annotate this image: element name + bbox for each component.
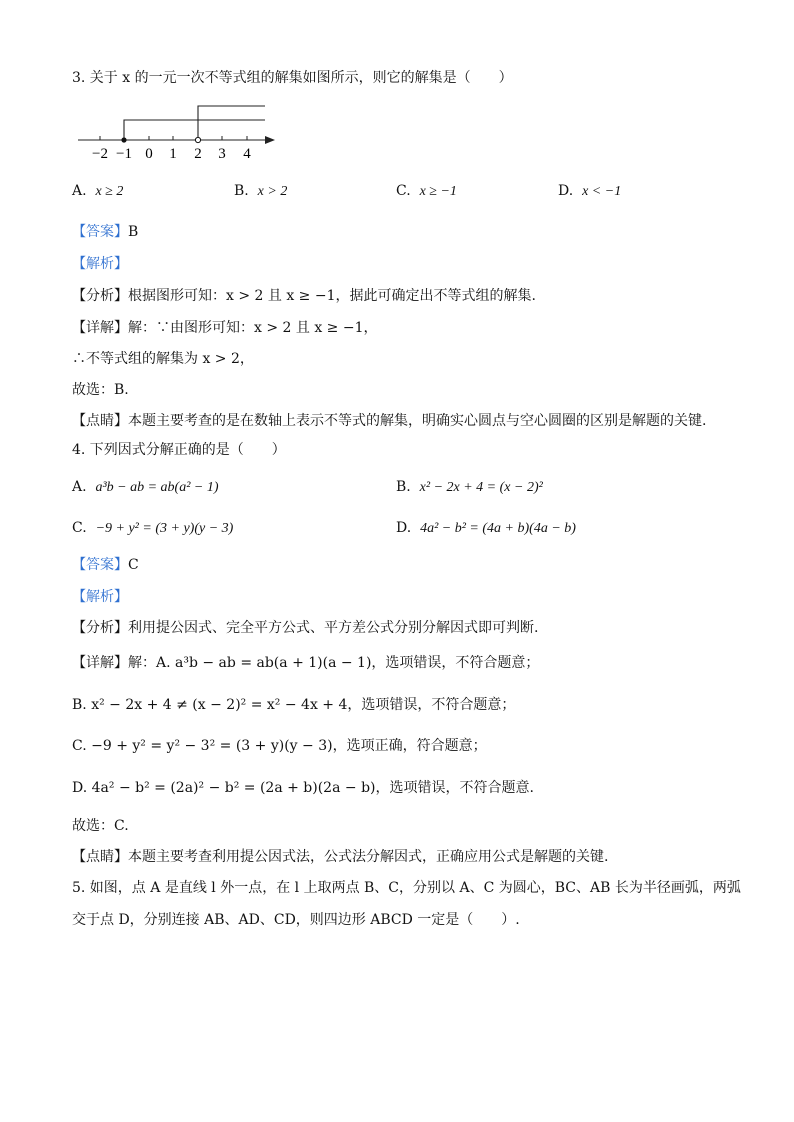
hollow-dot [195, 137, 200, 142]
tick-label: 1 [169, 146, 177, 162]
dianjing-text: 本题主要考查的是在数轴上表示不等式的解集，明确实心圆点与空心圆圈的区别是解题的关键. [128, 413, 707, 429]
option-expr: x ≥ 2 [95, 184, 124, 199]
option-label: C. [396, 183, 411, 199]
q4-fenxi [72, 618, 538, 638]
solid-dot [121, 137, 126, 142]
q4-answer [72, 555, 139, 575]
q4-analysis-tag: 【解析】 [72, 589, 128, 605]
number-line-figure [72, 96, 282, 166]
q3-therefore: ∴不等式组的解集为 x > 2， [72, 351, 254, 367]
fenxi-text: 利用提公因式、完全平方公式、平方差公式分别分解因式即可判断. [128, 620, 539, 636]
option-label: A. [72, 183, 87, 199]
q4-option-a [72, 477, 219, 498]
q4-choose: 故选：C. [72, 818, 129, 834]
answer-tag: 【答案】 [72, 557, 128, 573]
q4-option-d [396, 518, 576, 539]
answer-value: C [128, 557, 139, 573]
option-label: B. [396, 479, 411, 495]
q4-option-b [396, 477, 543, 498]
option-expr: −9 + y² = (3 + y)(y − 3) [95, 521, 234, 536]
dianjing-tag: 【点睛】 [72, 413, 128, 429]
q5-stem-line1: 5. 如图，点 A 是直线 l 外一点，在 l 上取两点 B、C，分别以 A、C 为圆心，BC、AB 长为半径画弧，两弧 [72, 880, 741, 896]
option-label: D. [396, 520, 412, 536]
option-expr: 4a² − b² = (4a + b)(4a − b) [420, 521, 576, 536]
q3-option-a [72, 181, 123, 202]
q5-stem-line2: 交于点 D，分别连接 AB、AD、CD，则四边形 ABCD 一定是（ ）. [72, 912, 520, 928]
fenxi-tag: 【分析】 [72, 288, 128, 304]
tick-label: 0 [145, 146, 153, 162]
option-expr: a³b − ab = ab(a² − 1) [95, 480, 219, 495]
dianjing-text: 本题主要考查利用提公因式法，公式法分解因式，正确应用公式是解题的关键. [128, 849, 609, 865]
q3-option-d [558, 181, 621, 202]
q3-stem: 3. 关于 x 的一元一次不等式组的解集如图所示，则它的解集是（ ） [72, 70, 513, 86]
option-expr: x² − 2x + 4 = (x − 2)² [419, 480, 543, 495]
q3-xiangjie [72, 318, 378, 338]
q3-choose: 故选：B. [72, 382, 129, 398]
option-label: B. [234, 183, 249, 199]
fenxi-text: 根据图形可知：x > 2 且 x ≥ −1，据此可确定出不等式组的解集. [128, 288, 536, 304]
q3-option-c [396, 181, 457, 202]
q3-analysis-tag: 【解析】 [72, 256, 128, 272]
xiangjie-text: 解：∵由图形可知：x > 2 且 x ≥ −1， [128, 320, 378, 336]
xiangjie-tag: 【详解】 [72, 655, 128, 671]
q4-detail-a [72, 653, 539, 673]
option-label: C. [72, 520, 87, 536]
tick-label: 4 [243, 146, 251, 162]
q3-answer [72, 222, 138, 242]
q4-detail-d: D. 4a² − b² = (2a)² − b² = (2a + b)(2a − b)，选项错误，不符合题意. [72, 780, 534, 796]
dianjing-tag: 【点睛】 [72, 849, 128, 865]
tick-label: −2 [92, 146, 108, 162]
answer-tag: 【答案】 [72, 224, 128, 240]
tick-label: 2 [194, 146, 202, 162]
option-label: A. [72, 479, 87, 495]
axis-arrow [265, 136, 275, 144]
q4-detail-c: C. −9 + y² = y² − 3² = (3 + y)(y − 3)，选项正确，符合题意； [72, 738, 487, 754]
q3-fenxi [72, 286, 536, 306]
q4-dianjing [72, 847, 608, 867]
bracket-x-ge-neg1 [124, 120, 265, 140]
fenxi-tag: 【分析】 [72, 620, 128, 636]
q4-stem: 4. 下列因式分解正确的是（ ） [72, 442, 286, 458]
option-label: D. [558, 183, 574, 199]
option-expr: x ≥ −1 [419, 184, 457, 199]
tick-label: 3 [218, 146, 226, 162]
tick-label: −1 [116, 146, 132, 162]
xiangjie-tag: 【详解】 [72, 320, 128, 336]
q3-dianjing [72, 411, 706, 431]
q3-option-b [234, 181, 287, 202]
q4-option-c [72, 518, 233, 539]
option-expr: x < −1 [582, 184, 622, 199]
bracket-x-gt-2 [198, 106, 265, 140]
detail-text: 解：A. a³b − ab = ab(a + 1)(a − 1)，选项错误，不符合题意； [128, 655, 540, 671]
option-expr: x > 2 [257, 184, 288, 199]
q4-detail-b: B. x² − 2x + 4 ≠ (x − 2)² = x² − 4x + 4，选项错误，不符合题意； [72, 697, 516, 713]
answer-value: B [128, 224, 139, 240]
